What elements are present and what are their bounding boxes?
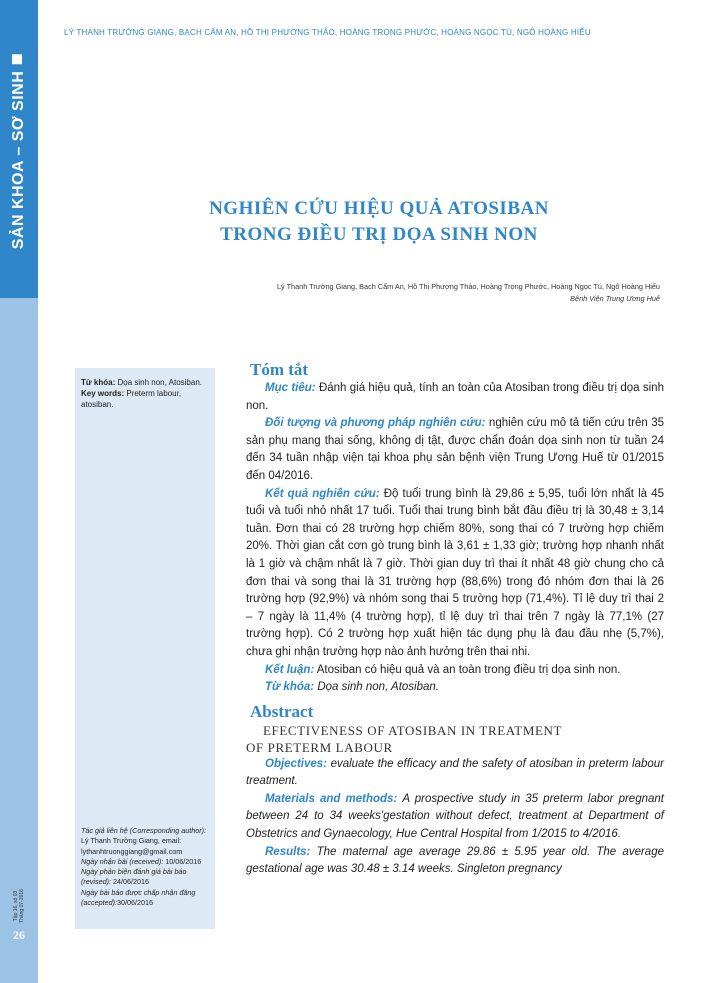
- keywords-en: Key words: Preterm labour, atosiban.: [81, 389, 182, 409]
- volume-line-1: Tập 16, số 03: [13, 890, 19, 922]
- received-date: Ngày nhận bài (received): 10/06/2016: [81, 856, 202, 866]
- corr-email: lythanhtruonggiang@gmail.com: [81, 846, 183, 856]
- section-label: SẢN KHOA – SƠ SINH: [10, 55, 28, 250]
- abstract-vi-conclusion: Kết luận: Atosiban có hiệu quả và an toàn trong điều trị dọa sinh non.: [265, 663, 621, 676]
- abstract-en-heading: Abstract: [250, 701, 314, 721]
- abstract-vi-heading: Tóm tắt: [250, 360, 309, 379]
- corr-label: Tác giả liên hệ (Corresponding author):: [81, 826, 207, 835]
- volume-info: [13, 889, 25, 923]
- title-line-1: NGHIÊN CỨU HIỆU QUẢ ATOSIBAN: [209, 198, 549, 219]
- abstract-vi-keywords: Từ khóa: Dọa sinh non, Atosiban.: [265, 681, 439, 694]
- abstract-en-methods: Materials and methods: A prospective study in 35 preterm labor pregnant between 24 to 34 weeks'gestation without defect, treatment at Department of Obstetrics and Gynaecology, Hue Central Hospital from 1/2015 to 4/2016.: [246, 792, 664, 841]
- abstract-en-objectives: Objectives: evaluate the efficacy and the safety of atosiban in preterm labour treatment.: [246, 757, 664, 788]
- accepted-date: Ngày bài báo được chấp nhận đăng (accepted):30/06/2016: [81, 887, 196, 908]
- abstract-vi-results: Kết quả nghiên cứu: Độ tuổi trung bình là 29,86 ± 5,95, tuổi lớn nhất là 45 tuổi và tuổi nhỏ nhất 17 tuổi. Tuổi thai trung bình bắt đầu điều trị là 30,48 ± 3,14 tuần. Đơn thai có 28 trường hợp chiếm 80%, song thai có 7 trường hợp chiếm 20%. Thời gian cắt cơn gò trung bình là 3,61 ± 1,33 giờ; trường hợp nhanh nhất là 1 giờ và chậm nhất là 7 giờ. Thời gian duy trì thai ít nhất 48 giờ chung cho cả đơn thai và song thai là 31 trường hợp (88,6%) trong đó nhóm đơn thai là 26 trường hợp (92,9%) và nhóm song thai 5 trường hợp (71,4%). Tỉ lệ duy trì thai 2 – 7 ngày là 11,4% (4 trường hợp), tỉ lệ duy trì thai trên 7 ngày là 77,1% (27 trường hợp). Có 2 trường hợp xuất hiện tác dụng phụ là đau đầu nhẹ (5,7%), chưa ghi nhận trường hợp nào ảnh hưởng trên thai nhi.: [246, 487, 664, 658]
- article-title: [40, 196, 718, 248]
- side-info-box: [75, 368, 215, 929]
- page-number: 26: [13, 928, 25, 942]
- abstract-vi-objective: Mục tiêu: Đánh giá hiệu quả, tính an toàn của Atosiban trong điều trị dọa sinh non.: [246, 382, 664, 412]
- author-affiliation: Bệnh Viện Trung Ương Huế: [570, 294, 660, 303]
- keywords-vi: Từ khóa: Dọa sinh non, Atosiban.: [81, 378, 202, 387]
- corr-name: Lý Thanh Trường Giang, email:: [81, 836, 182, 846]
- authors-block: [277, 281, 660, 305]
- title-line-2: TRONG ĐIỀU TRỊ DỌA SINH NON: [220, 224, 538, 245]
- abstract-en-title-line-2: OF PRETERM LABOUR: [246, 739, 393, 755]
- correspondence-box: [81, 826, 213, 908]
- sidebar: [0, 0, 38, 983]
- running-head: LÝ THANH TRƯỜNG GIANG, BẠCH CẨM AN, HỒ THỊ PHƯƠNG THẢO, HOÀNG TRỌNG PHƯỚC, HOÀNG NGỌC TÚ, NGÔ HOÀNG HIẾU: [64, 28, 591, 37]
- keywords-box: [75, 368, 215, 410]
- volume-line-2: Tháng 07-2016: [19, 889, 25, 923]
- author-names: Lý Thanh Trường Giang, Bạch Cẩm An, Hồ Thị Phương Thảo, Hoàng Trọng Phước, Hoàng Ngọc Tú, Ngô Hoàng Hiếu: [277, 282, 660, 291]
- abstract-en-title-line-1: EFECTIVENESS OF ATOSIBAN IN TREATMENT: [263, 722, 563, 738]
- revised-date: Ngày phản biện đánh giá bài báo (revised): 24/06/2016: [81, 867, 187, 887]
- square-icon: [12, 55, 22, 65]
- main-column: [246, 360, 664, 879]
- abstract-en-results: Results: The maternal age average 29.86 ± 5.95 year old. The average gestational age was 30.48 ± 3.14 weeks. Singleton pregnancy: [246, 845, 664, 876]
- abstract-vi-methods: Đối tượng và phương pháp nghiên cứu: nghiên cứu mô tả tiến cứu trên 35 sản phụ mang thai sống, không dị tật, được chẩn đoán dọa sinh non từ tuần 24 đến 34 tuần nhập viện tại khoa phụ sản bệnh viện Trung Ương Huế từ 01/2015 đến 04/2016.: [246, 417, 664, 482]
- sidebar-section-band: [0, 0, 38, 298]
